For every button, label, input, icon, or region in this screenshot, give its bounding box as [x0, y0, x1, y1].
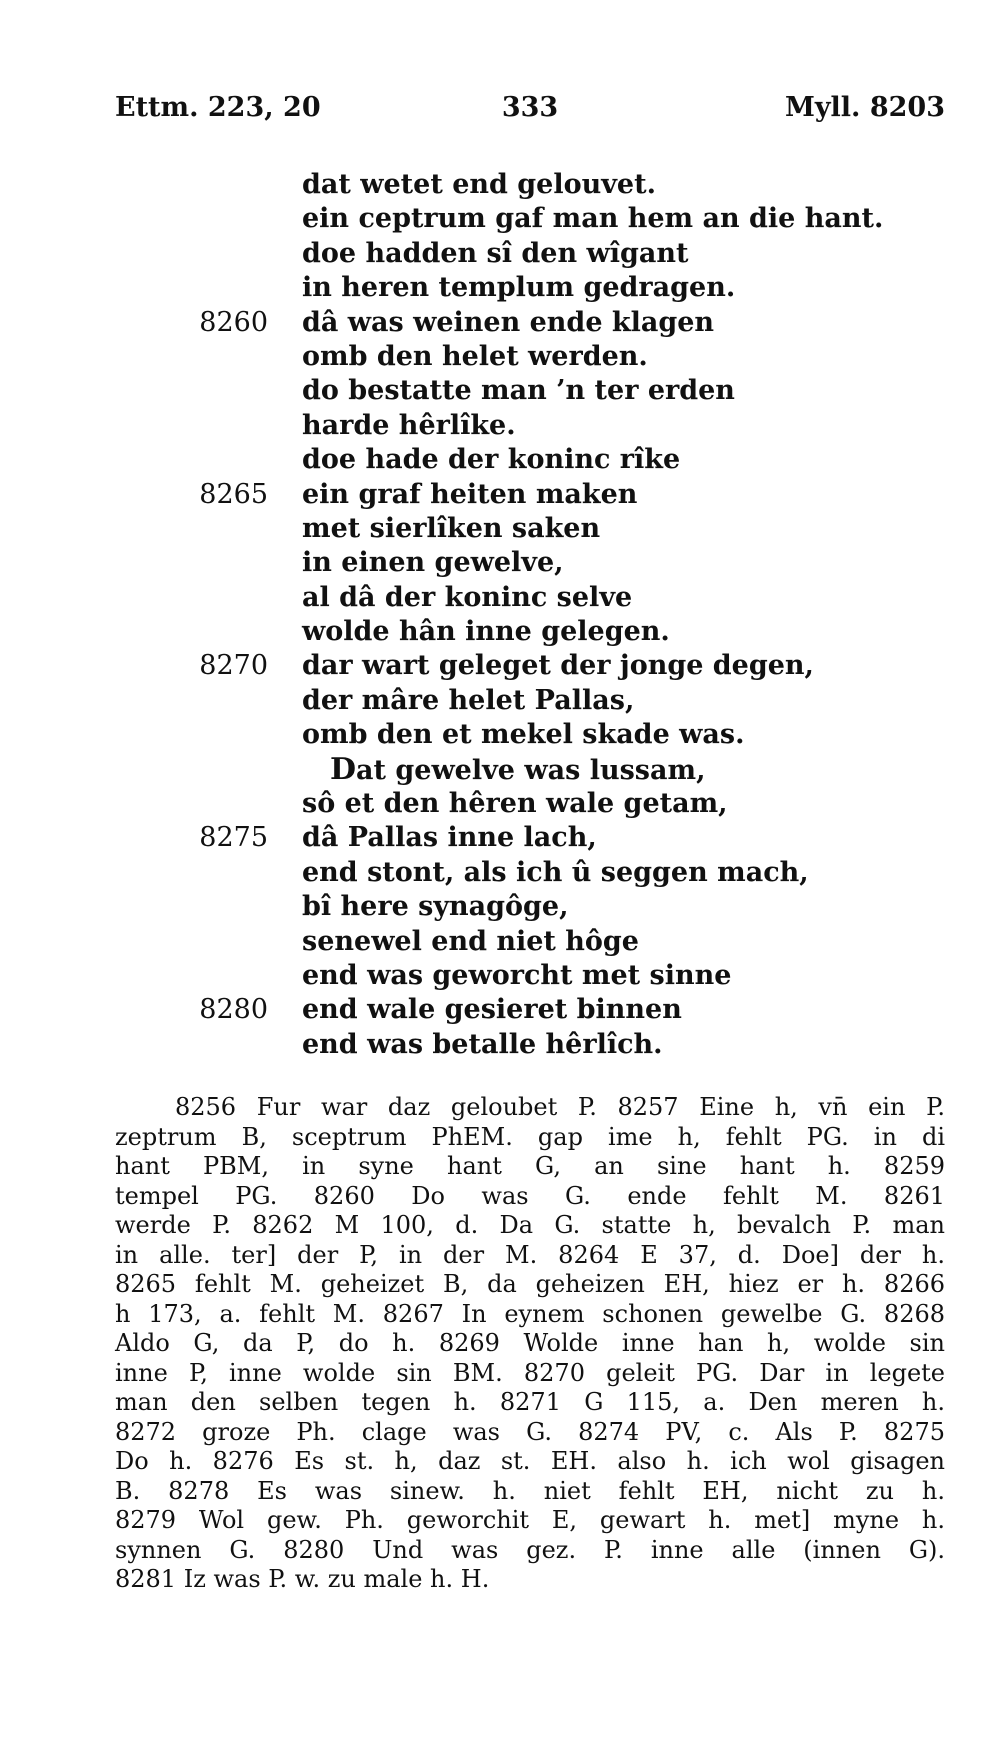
verse-text: al dâ der koninc selve — [302, 581, 633, 613]
verse-line — [0, 684, 1000, 718]
note-line: 8272 groze Ph. clage was G. 8274 PV, c. Als P. 8275 — [115, 1417, 945, 1446]
verse-line — [0, 478, 1000, 512]
verse-text: dat wetet end gelouvet. — [302, 169, 656, 200]
verse-number: 8265 — [199, 478, 268, 510]
verse-line — [0, 306, 1000, 340]
verse-line — [0, 993, 1000, 1027]
verse-line — [0, 237, 1000, 271]
verse-number: 8260 — [199, 306, 268, 338]
note-line: hant PBM, in syne hant G, an sine hant h. 8259 — [115, 1152, 945, 1180]
verse-text: omb den et mekel skade was. — [302, 719, 745, 751]
verse-line — [0, 890, 1000, 924]
verse-text: end was betalle hêrlîch. — [302, 1028, 663, 1060]
verse-text: dâ Pallas inne lach, — [302, 822, 597, 854]
note-line: 8281 Iz was P. w. zu male h. H. — [115, 1565, 490, 1593]
note-line: 8256 Fur war daz geloubet P. 8257 Eine h, vn̄ ein P. — [175, 1093, 945, 1121]
note-line: man den selben tegen h. 8271 G 115, a. Den meren h. — [115, 1388, 945, 1416]
note-line: zeptrum B, sceptrum PhEM. gap ime h, fehlt PG. in di — [115, 1122, 945, 1151]
verse-text: wolde hân inne gelegen. — [302, 616, 670, 648]
note-line: Aldo G, da P, do h. 8269 Wolde inne han h, wolde sin — [115, 1329, 945, 1357]
verse-text: doe hadden sî den wîgant — [302, 237, 689, 269]
verse-text: bî here synagôge, — [302, 891, 569, 923]
verse-text: harde hêrlîke. — [302, 409, 516, 441]
verse-text: ein graf heiten maken — [302, 478, 638, 510]
apparatus-notes — [115, 1093, 945, 1595]
verse-number: 8280 — [199, 994, 268, 1026]
verse-line — [0, 374, 1000, 408]
note-line: tempel PG. 8260 Do was G. ende fehlt M. 8261 — [115, 1181, 945, 1210]
note-line: 8279 Wol gew. Ph. geworchit E, gewart h. met] myne h. — [115, 1506, 945, 1534]
verse-line — [0, 649, 1000, 683]
note-line: inne P, inne wolde sin BM. 8270 geleit PG. Dar in legete — [115, 1358, 945, 1387]
note-line: synnen G. 8280 Und was gez. P. inne alle (innen G). — [115, 1535, 945, 1564]
verse-line — [0, 512, 1000, 546]
verse-line — [0, 821, 1000, 855]
verse-line — [0, 581, 1000, 615]
verse-line — [0, 271, 1000, 305]
verse-line — [0, 409, 1000, 443]
verse-line — [0, 718, 1000, 752]
verse-line — [0, 925, 1000, 959]
note-line: Do h. 8276 Es st. h, daz st. EH. also h. ich wol gisagen — [115, 1447, 945, 1475]
verse-number: 8275 — [199, 822, 268, 854]
verse-text: met sierlîken saken — [302, 512, 601, 544]
verse-line — [0, 959, 1000, 993]
verse-text: der mâre helet Pallas, — [302, 684, 635, 716]
verse-text: end stont, als ich û seggen mach, — [302, 856, 809, 888]
verse-text: in einen gewelve, — [302, 547, 564, 579]
verse-line — [0, 856, 1000, 890]
verse-block — [0, 168, 1000, 1062]
page-number: 333 — [501, 92, 559, 123]
verse-line — [0, 340, 1000, 374]
verse-text: end wale gesieret binnen — [302, 994, 682, 1026]
verse-number: 8270 — [199, 650, 268, 682]
verse-text: do bestatte man ’n ter erden — [302, 375, 735, 407]
verse-text: in heren templum gedragen. — [302, 272, 736, 304]
verse-line — [0, 753, 1000, 787]
header-left-reference: Ettm. 223, 20 — [115, 92, 321, 123]
verse-text: doe hade der koninc rîke — [302, 444, 681, 476]
verse-text: ein ceptrum gaf man hem an die hant. — [302, 203, 884, 235]
verse-line — [0, 168, 1000, 202]
note-line: h 173, a. fehlt M. 8267 In eynem schonen gewelbe G. 8268 — [115, 1299, 945, 1328]
verse-text: omb den helet werden. — [302, 340, 648, 372]
note-line: in alle. ter] der P, in der M. 8264 E 37, d. Doe] der h. — [115, 1240, 945, 1269]
verse-line — [0, 1028, 1000, 1062]
verse-text: dâ was weinen ende klagen — [302, 306, 715, 338]
verse-text: Dat gewelve was lussam, — [330, 751, 706, 787]
verse-line — [0, 787, 1000, 821]
verse-line — [0, 443, 1000, 477]
page-header — [115, 92, 945, 132]
verse-text: dar wart geleget der jonge degen, — [302, 650, 814, 682]
verse-line — [0, 202, 1000, 236]
verse-text: sô et den hêren wale getam, — [302, 788, 728, 820]
verse-text: end was geworcht met sinne — [302, 959, 732, 991]
verse-text: senewel end niet hôge — [302, 925, 639, 957]
header-right-reference: Myll. 8203 — [784, 92, 945, 123]
note-line: werde P. 8262 M 100, d. Da G. statte h, bevalch P. man — [115, 1211, 945, 1239]
note-line: 8265 fehlt M. geheizet B, da geheizen EH, hiez er h. 8266 — [115, 1270, 945, 1298]
note-line: B. 8278 Es was sinew. h. niet fehlt EH, nicht zu h. — [115, 1476, 945, 1505]
verse-line — [0, 615, 1000, 649]
verse-line — [0, 546, 1000, 580]
